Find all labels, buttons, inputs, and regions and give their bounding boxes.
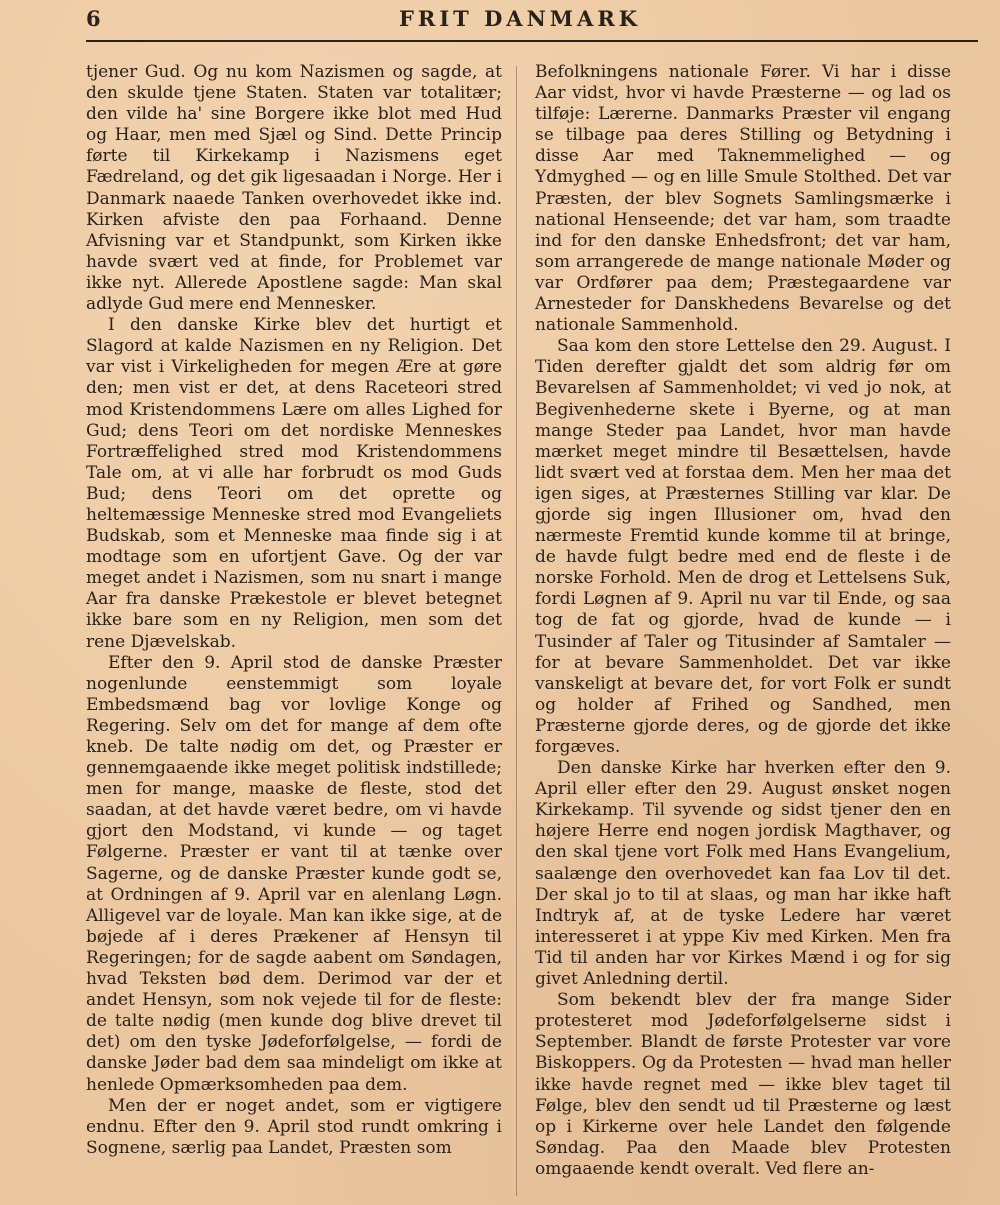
paragraph: Som bekendt blev der fra mange Sider protesteret mod Jødeforfølgelserne sidst i September. Blandt de første Protester var vore Biskoppers. Og da Protesten — hvad man heller ikke havde regnet med — ikke blev taget til Følge, blev den sendt ud til Præsterne og læst op i Kirkerne over hele Landet den følgende Søndag. Paa den Maade blev Protesten omgaaende kendt overalt. Ved flere an- bbox=[535, 990, 951, 1179]
running-head-title: FRIT DANMARK bbox=[398, 6, 642, 31]
paragraph: Befolkningens nationale Fører. Vi har i disse Aar vidst, hvor vi havde Præsterne — og lad os tilføje: Lærerne. Danmarks Præster vil engang se tilbage paa deres Stilling og Betydning i disse Aar med Taknemmelighed — og Ydmyghed — og en lille Smule Stolthed. Det var Præsten, der blev Sognets Samlingsmærke i national Henseende; det var ham, som traadte ind for den danske Enhedsfront; det var ham, som arrangerede de mange nationale Møder og var Ordfører paa dem; Præstegaardene var Arnesteder for Danskhedens Bevarelse og det nationale Sammenhold. bbox=[535, 62, 951, 336]
paragraph: Men der er noget andet, som er vigtigere endnu. Efter den 9. April stod rundt omkring i Sognene, særlig paa Landet, Præsten som bbox=[86, 1095, 502, 1158]
paragraph: Den danske Kirke har hverken efter den 9. April eller efter den 29. August ønsket nogen Kirkekamp. Til syvende og sidst tjener den en højere Herre end nogen jordisk Magthaver, og den skal tjene vort Folk med Hans Evangelium, saalænge den overhovedet kan faa Lov til det. Der skal jo to til at slaas, og man har ikke haft Indtryk af, at de tyske Ledere har været interesseret i at yppe Kiv med Kirken. Men fra Tid til anden har vor Kirkes Mænd i og for sig givet Anledning dertil. bbox=[535, 758, 951, 990]
header-rule bbox=[86, 40, 978, 42]
paragraph: tjener Gud. Og nu kom Nazismen og sagde, at den skulde tjene Staten. Staten var totalitær; den vilde ha' sine Borgere ikke blot med Hud og Haar, men med Sjæl og Sind. Dette Princip førte til Kirkekamp i Nazismens eget Fædreland, og det gik ligesaadan i Norge. Her i Danmark naaede Tanken overhovedet ikke ind. Kirken afviste den paa Forhaand. Denne Afvisning var et Standpunkt, som Kirken ikke havde svært ved at finde, for Problemet var ikke nyt. Allerede Apostlene sagde: Man skal adlyde Gud mere end Mennesker. bbox=[86, 62, 502, 315]
paragraph: Efter den 9. April stod de danske Præster nogenlunde eenstemmigt som loyale Embedsmænd bag vor lovlige Konge og Regering. Selv om det for mange af dem ofte kneb. De talte nødig om det, og Præster er gennemgaaende ikke meget politisk indstillede; men for mange, maaske de fleste, stod det saadan, at det havde været bedre, om vi havde gjort den Modstand, vi kunde — og taget Følgerne. Præster er vant til at tænke over Sagerne, og de danske Præster kunde godt se, at Ordningen af 9. April var en alenlang Løgn. Alligevel var de loyale. Man kan ikke sige, at de bøjede af i deres Prækener af Hensyn til Regeringen; for de sagde aabent om Søndagen, hvad Teksten bød dem. Derimod var der et andet Hensyn, som nok vejede til for de fleste: de talte nødig (men kunde dog blive drevet til det) om den tyske Jødeforfølgelse, — fordi de danske Jøder bad dem saa mindeligt om ikke at henlede Opmærksomheden paa dem. bbox=[86, 652, 502, 1095]
paragraph: Saa kom den store Lettelse den 29. August. I Tiden derefter gjaldt det som aldrig før om Bevarelsen af Sammenholdet; vi ved jo nok, at Begivenhederne skete i Byerne, og at man mange Steder paa Landet, hvor man havde mærket meget mindre til Besættelsen, havde lidt svært ved at forstaa dem. Men her maa det igen siges, at Præsternes Stilling var klar. De gjorde sig ingen Illusioner om, hvad den nærmeste Fremtid kunde komme til at bringe, de havde fulgt bedre med end de fleste i de norske Forhold. Men de drog et Lettelsens Suk, fordi Løgnen af 9. April nu var til Ende, og saa tog de fat og gjorde, hvad de kunde — i Tusinder af Taler og Titusinder af Samtaler — for at bevare Sammenholdet. Det var ikke vanskeligt at bevare det, for vort Folk er sundt og holder af Frihed og Sandhed, men Præsterne gjorde deres, og de gjorde det ikke forgæves. bbox=[535, 336, 951, 757]
page-number: 6 bbox=[86, 6, 101, 31]
left-column bbox=[86, 62, 502, 1159]
column-divider bbox=[516, 66, 517, 1196]
paragraph: I den danske Kirke blev det hurtigt et Slagord at kalde Nazismen en ny Religion. Det var vist i Virkeligheden for megen Ære at gøre den; men vist er det, at dens Raceteori stred mod Kristendommens Lære om alles Lighed for Gud; dens Teori om det nordiske Menneskes Fortræffelighed stred mod Kristendommens Tale om, at vi alle har forbrudt os mod Guds Bud; dens Teori om det oprette og heltemæssige Menneske stred mod Evangeliets Budskab, som et Menneske maa finde sig i at modtage som en ufortjent Gave. Og der var meget andet i Nazismen, som nu snart i mange Aar fra danske Prækestole er blevet betegnet ikke bare som en ny Religion, men som det rene Djævelskab. bbox=[86, 315, 502, 652]
right-column bbox=[535, 62, 951, 1180]
